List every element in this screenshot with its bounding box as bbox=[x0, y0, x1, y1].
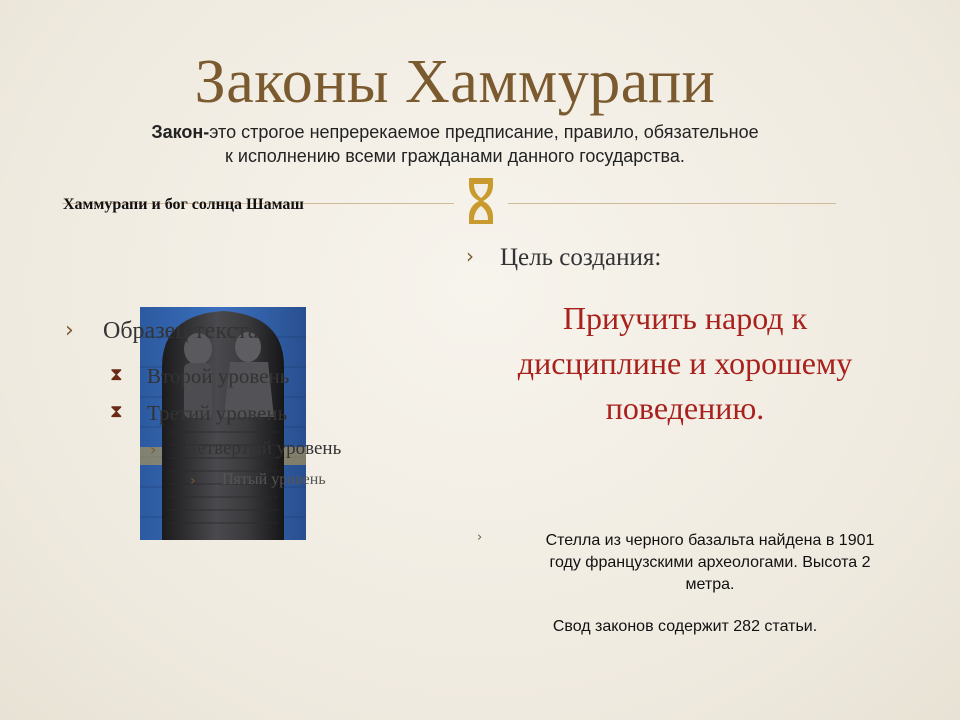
placeholder-level-4: Четвертый уровень bbox=[185, 438, 342, 459]
placeholder-level-1: Образец текста bbox=[103, 318, 259, 344]
image-caption: Хаммурапи и бог солнца Шамаш bbox=[63, 196, 304, 213]
goal-line: поведению. bbox=[605, 390, 765, 426]
goal-line: Приучить народ к bbox=[562, 300, 808, 336]
placeholder-level-5: Пятый уровень bbox=[222, 471, 326, 488]
definition-term: Закон- bbox=[151, 122, 210, 142]
hourglass-bullet-icon: ⧗ bbox=[110, 364, 123, 385]
fact-line: Стелла из черного базальта найдена в 1901 bbox=[545, 532, 875, 549]
definition-line-2: к исполнению всеми гражданами данного государства. bbox=[225, 146, 685, 166]
laws-count-text: Свод законов содержит 282 статьи. bbox=[552, 618, 818, 635]
arrow-bullet-icon: › bbox=[466, 244, 474, 268]
definition-line-1 bbox=[70, 120, 840, 144]
arrow-bullet-icon: › bbox=[65, 318, 74, 343]
hourglass-bullet-icon: ⧗ bbox=[110, 401, 123, 422]
definition-line-1-rest: это строгое непререкаемое предписание, правило, обязательное bbox=[209, 122, 759, 142]
arrow-bullet-icon: › bbox=[477, 530, 483, 545]
stele-fact bbox=[500, 530, 920, 596]
arrow-bullet-icon: › bbox=[150, 440, 157, 459]
fact-line: метра. bbox=[685, 576, 735, 593]
arrow-bullet-icon: › bbox=[190, 473, 196, 489]
placeholder-level-2: Второй уровень bbox=[147, 364, 290, 388]
goal-label: Цель создания: bbox=[500, 244, 662, 271]
definition-text bbox=[70, 120, 840, 168]
goal-statement bbox=[470, 296, 900, 431]
hourglass-ornament-icon bbox=[466, 176, 496, 226]
divider-line-right bbox=[508, 203, 836, 204]
slide-title: Законы Хаммурапи bbox=[194, 48, 716, 116]
goal-line: дисциплине и хорошему bbox=[517, 345, 853, 381]
fact-line: году французскими археологами. Высота 2 bbox=[549, 554, 871, 571]
placeholder-level-3: Третий уровень bbox=[147, 401, 288, 425]
